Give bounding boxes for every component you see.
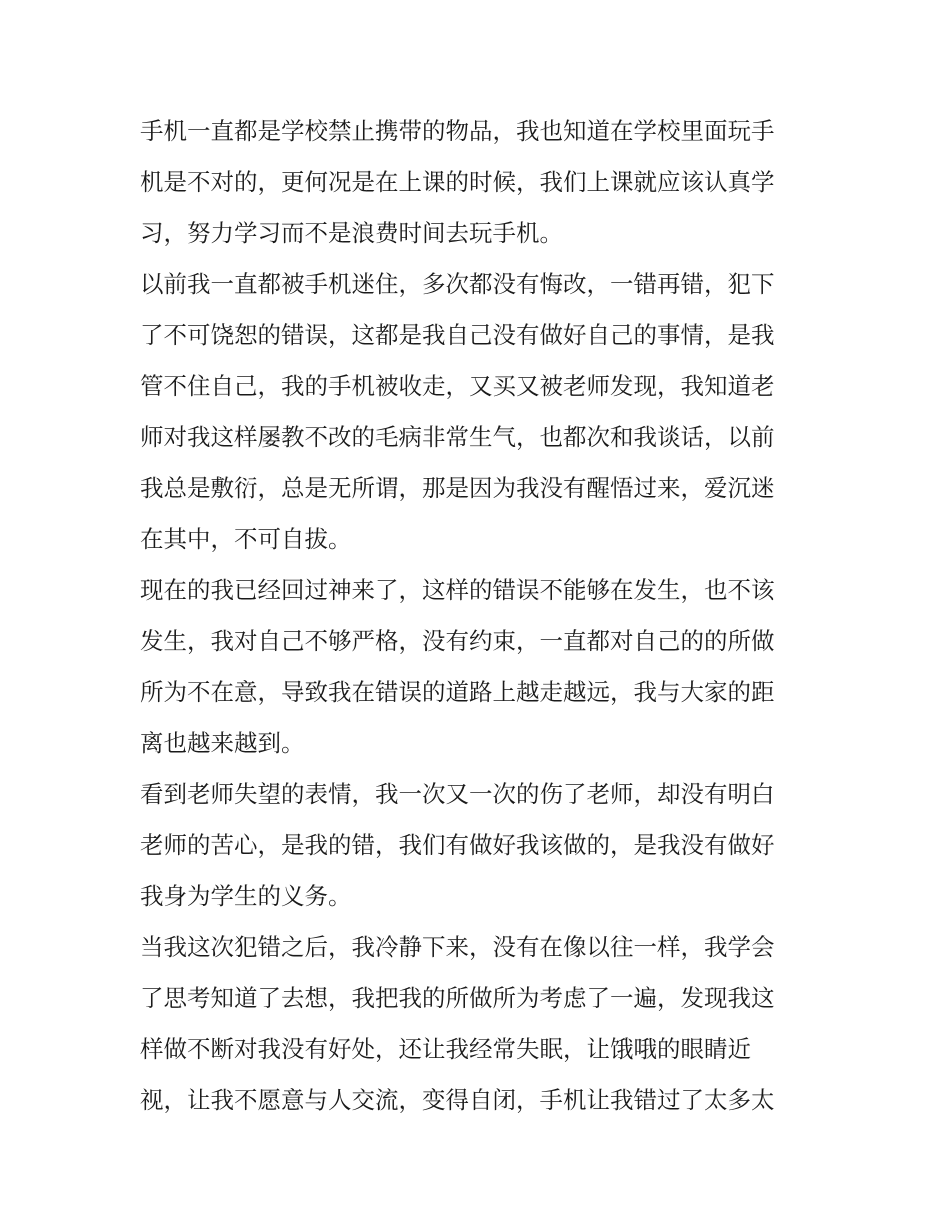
text-line: 在其中，不可自拔。: [140, 525, 352, 553]
text-line: 当我这次犯错之后，我冷静下来，没有在像以往一样，我学会: [140, 933, 775, 961]
text-line: 我身为学生的义务。: [140, 882, 352, 910]
text-line: 管不住自己，我的手机被收走，又买又被老师发现，我知道老: [140, 372, 775, 400]
text-line: 习，努力学习而不是浪费时间去玩手机。: [140, 219, 563, 247]
text-line: 我总是敷衍，总是无所谓，那是因为我没有醒悟过来，爱沉迷: [140, 474, 775, 502]
text-line: 离也越来越到。: [140, 729, 305, 757]
text-line: 发生，我对自己不够严格，没有约束，一直都对自己的的所做: [140, 627, 775, 655]
text-line: 所为不在意，导致我在错误的道路上越走越远，我与大家的距: [140, 678, 775, 706]
text-line: 看到老师失望的表情，我一次又一次的伤了老师，却没有明白: [140, 780, 775, 808]
text-line: 师对我这样屡教不改的毛病非常生气，也都次和我谈话，以前: [140, 423, 775, 451]
text-line: 手机一直都是学校禁止携带的物品，我也知道在学校里面玩手: [140, 117, 775, 145]
text-line: 以前我一直都被手机迷住，多次都没有悔改，一错再错，犯下: [140, 270, 775, 298]
text-line: 样做不断对我没有好处，还让我经常失眠，让饿哦的眼睛近: [140, 1035, 751, 1063]
text-line: 了不可饶恕的错误，这都是我自己没有做好自己的事情，是我: [140, 321, 775, 349]
body-text: [140, 106, 812, 1126]
text-line: 现在的我已经回过神来了，这样的错误不能够在发生，也不该: [140, 576, 775, 604]
text-line: 了思考知道了去想，我把我的所做所为考虑了一遍，发现我这: [140, 984, 775, 1012]
text-line: 机是不对的，更何况是在上课的时候，我们上课就应该认真学: [140, 168, 775, 196]
text-line: 视，让我不愿意与人交流，变得自闭，手机让我错过了太多太: [140, 1086, 775, 1114]
text-line: 老师的苦心，是我的错，我们有做好我该做的，是我没有做好: [140, 831, 775, 859]
